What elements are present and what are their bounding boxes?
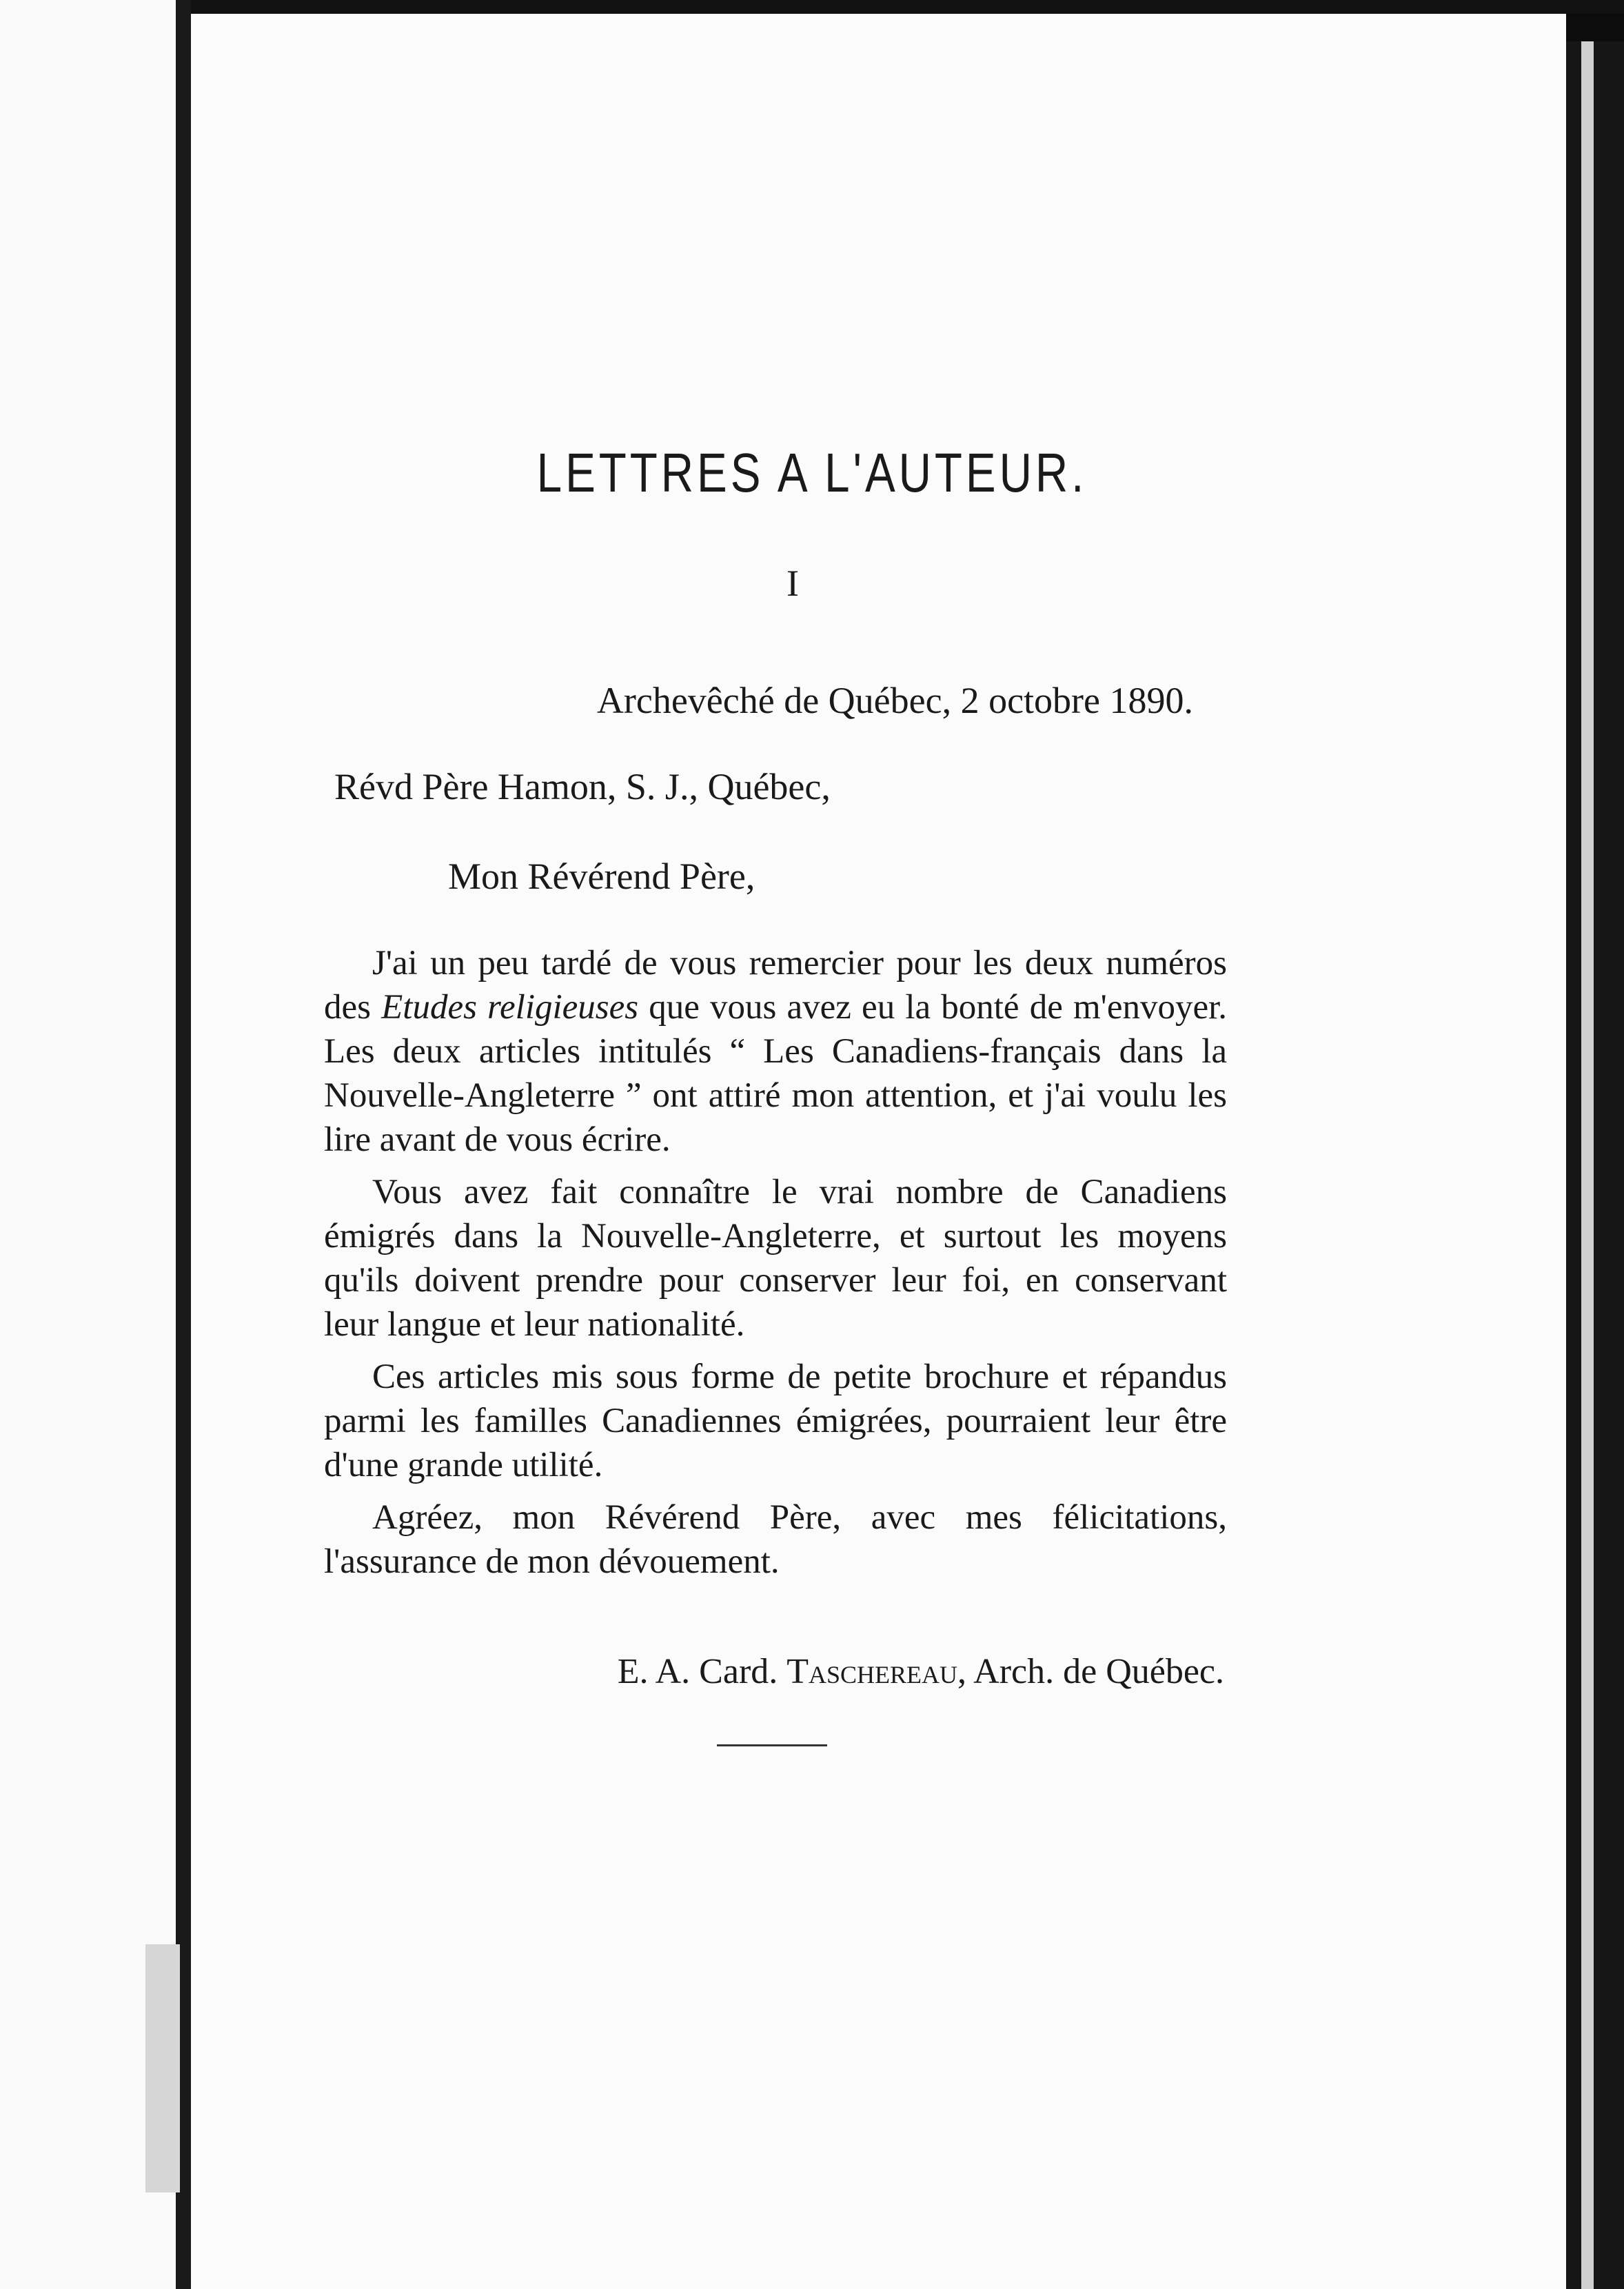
letter-body bbox=[324, 941, 1227, 1584]
page-edge-sheet bbox=[1581, 41, 1594, 2289]
letter-dateline: Archevêché de Québec, 2 octobre 1890. bbox=[596, 680, 1193, 721]
page-stack-edge bbox=[1566, 41, 1624, 2289]
signature-suffix: , Arch. de Québec. bbox=[957, 1652, 1224, 1691]
letter-paragraph-2: Vous avez fait connaître le vrai nombre de Canadiens émigrés dans la Nouvelle-Angleterre, et surtout les moyens qu'ils doivent prendre pour conserver leur foi, en conservant leur langue et leur nationalité. bbox=[324, 1173, 1227, 1344]
letter-paragraph-3: Ces articles mis sous forme de petite brochure et répandus parmi les familles Canadiennes émigrées, pourraient leur être d'une grande utilité. bbox=[324, 1358, 1227, 1484]
page-title: LETTRES A L'AUTEUR. bbox=[536, 442, 1088, 503]
journal-title: Etudes religieuses bbox=[381, 988, 639, 1027]
letter-signature bbox=[618, 1651, 1224, 1692]
scan-top-border bbox=[0, 0, 1624, 14]
letter-salutation: Mon Révérend Père, bbox=[448, 856, 755, 897]
section-number: I bbox=[786, 563, 799, 604]
paragraph-1-text-a: J'ai un peu tardé de vous remercier pour les deux numéros des bbox=[324, 944, 1227, 1027]
scan-artifact bbox=[145, 1944, 180, 2192]
letter-addressee: Révd Père Hamon, S. J., Québec, bbox=[334, 766, 831, 807]
letter-paragraph-1 bbox=[324, 941, 1227, 1162]
signature-prefix: E. A. Card. bbox=[617, 1652, 787, 1691]
paragraph-1-text-b: que vous avez eu la bonté de m'envoyer. Les deux articles intitulés “ Les Canadiens-français dans la Nouvelle-Angleterre ” ont attiré mon attention, et j'ai voulu les lire avant de vous écrire. bbox=[324, 988, 1228, 1159]
signature-name: Taschereau bbox=[786, 1652, 958, 1691]
section-divider bbox=[717, 1744, 827, 1746]
letter-paragraph-4: Agréez, mon Révérend Père, avec mes félicitations, l'assurance de mon dévouement. bbox=[324, 1498, 1227, 1581]
